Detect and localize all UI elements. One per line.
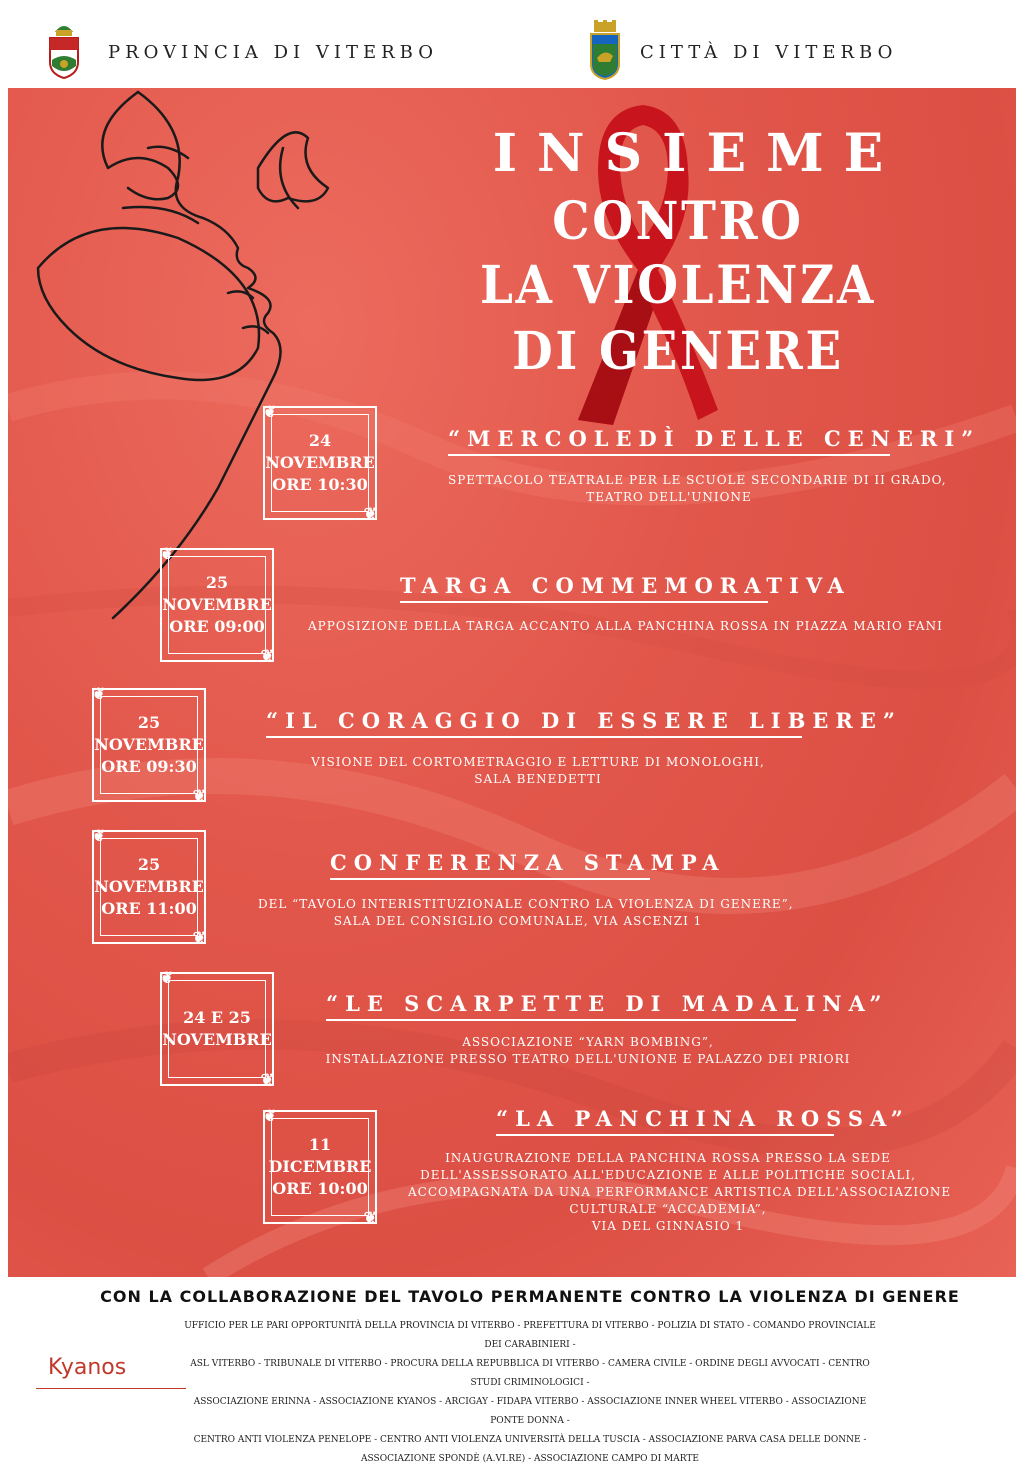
footer — [0, 1277, 1024, 1464]
event-1-date-line: NOVEMBRE — [265, 453, 375, 472]
event-2-date-line: ORE 09:00 — [169, 617, 265, 636]
event-2-title: TARGA COMMEMORATIVA — [400, 573, 768, 603]
ornament-icon: ❦ — [160, 544, 174, 563]
event-4-desc-line: DEL “TAVOLO INTERISTITUZIONALE CONTRO LA VIOLENZA DI GENERE”, — [258, 897, 794, 911]
event-6-date-box — [263, 1106, 377, 1227]
event-5-date-box — [160, 968, 274, 1089]
kyanos-logo-subtext-icon — [36, 1385, 186, 1394]
title-line-2: CONTRO — [552, 191, 804, 252]
event-5-date-line: 24 E 25 — [183, 1008, 251, 1027]
event-6-desc-line: VIA DEL GINNASIO 1 — [591, 1219, 745, 1233]
event-3-date-box — [92, 684, 206, 805]
event-2-desc-line: APPOSIZIONE DELLA TARGA ACCANTO ALLA PANCHINA ROSSA IN PIAZZA MARIO FANI — [308, 619, 943, 633]
event-3-desc-line: SALA BENEDETTI — [474, 772, 602, 786]
event-5-title: “LE SCARPETTE DI MADALINA” — [326, 991, 796, 1021]
event-6-date-line: 11 — [308, 1135, 332, 1154]
ornament-icon: ❦ — [192, 928, 206, 947]
face-line-art-icon — [28, 88, 358, 628]
event-4-title: CONFERENZA STAMPA — [330, 850, 650, 880]
ornament-icon: ❦ — [363, 1208, 377, 1227]
event-3-desc-line: VISIONE DEL CORTOMETRAGGIO E LETTURE DI MONOLOGHI, — [311, 755, 765, 769]
ornament-icon: ❦ — [92, 684, 106, 703]
title-line-3: LA VIOLENZA — [479, 255, 876, 316]
event-5-desc-line: INSTALLAZIONE PRESSO TEATRO DELL'UNIONE E PALAZZO DEI PRIORI — [325, 1052, 851, 1066]
ornament-icon: ❦ — [260, 1070, 274, 1089]
ornament-icon: ❦ — [160, 968, 174, 987]
event-4-desc — [258, 896, 794, 930]
title-line-4: DI GENERE — [512, 321, 844, 382]
partners-line: CENTRO ANTI VIOLENZA PENELOPE - CENTRO ANTI VIOLENZA UNIVERSITÀ DELLA TUSCIA - ASSOCIAZIONE PARVA CASA DELLE DONNE - — [193, 1435, 867, 1445]
event-6-date-line: DICEMBRE — [268, 1157, 372, 1176]
title-line-1: INSIEME — [492, 123, 904, 184]
event-2-date-line: 25 — [205, 573, 229, 592]
ornament-icon: ❦ — [263, 402, 277, 421]
ornament-icon: ❦ — [260, 646, 274, 665]
event-4-date-line: ORE 11:00 — [101, 899, 197, 918]
provincia-label: PROVINCIA DI VITERBO — [108, 42, 438, 63]
event-4-desc-line: SALA DEL CONSIGLIO COMUNALE, VIA ASCENZI 1 — [333, 914, 703, 928]
event-4-date-box — [92, 826, 206, 947]
event-3-title: “IL CORAGGIO DI ESSERE LIBERE” — [266, 708, 802, 738]
event-5-date-line: NOVEMBRE — [162, 1030, 272, 1049]
event-4-date-line: NOVEMBRE — [94, 877, 204, 896]
event-3-date-line: ORE 09:30 — [101, 757, 197, 776]
event-3-date-line: NOVEMBRE — [94, 735, 204, 754]
citta-label: CITTÀ DI VITERBO — [640, 42, 898, 63]
partners-line: UFFICIO PER LE PARI OPPORTUNITÀ DELLA PROVINCIA DI VITERBO - PREFETTURA DI VITERBO - POLIZIA DI STATO - COMANDO PROVINCIALE DEI CARABINIERI - — [184, 1321, 876, 1350]
event-2-date-line: NOVEMBRE — [162, 595, 272, 614]
provincia-crest-icon — [47, 18, 81, 80]
event-6-desc-line: CULTURALE “ACCADEMIA”, — [569, 1202, 767, 1216]
event-3-desc — [308, 754, 768, 788]
event-1-date-line: 24 — [308, 431, 332, 450]
event-6-title: “LA PANCHINA ROSSA” — [496, 1106, 834, 1136]
event-1-desc-line: SPETTACOLO TEATRALE PER LE SCUOLE SECONDARIE DI II GRADO, — [448, 473, 947, 487]
partners-line: ASL VITERBO - TRIBUNALE DI VITERBO - PROCURA DELLA REPUBBLICA DI VITERBO - CAMERA CIVILE - ORDINE DEGLI AVVOCATI - CENTRO STUDI CRIMINOLOGICI - — [190, 1359, 870, 1388]
event-6-date-line: ORE 10:00 — [272, 1179, 368, 1198]
event-1-title: “MERCOLEDÌ DELLE CENERI” — [448, 426, 890, 456]
event-4-date-line: 25 — [137, 855, 161, 874]
event-1-desc — [448, 472, 947, 506]
ornament-icon: ❦ — [92, 826, 106, 845]
event-5-desc — [308, 1034, 868, 1068]
event-6-desc — [408, 1150, 952, 1235]
ornament-icon: ❦ — [363, 504, 377, 523]
event-2-desc — [308, 618, 943, 635]
event-3-date-line: 25 — [137, 713, 161, 732]
kyanos-logo: Kyanos — [48, 1355, 127, 1380]
partners-line: ASSOCIAZIONE SPONDÈ (A.VI.RE) - ASSOCIAZIONE CAMPO DI MARTE — [361, 1454, 699, 1464]
event-5-desc-line: ASSOCIAZIONE “YARN BOMBING”, — [462, 1035, 714, 1049]
event-2-date-box — [160, 544, 274, 665]
ornament-icon: ❦ — [263, 1106, 277, 1125]
event-6-desc-line: DELL'ASSESSORATO ALL'EDUCAZIONE E ALLE POLITICHE SOCIALI, — [420, 1168, 916, 1182]
ornament-icon: ❦ — [192, 786, 206, 805]
event-6-desc-line: ACCOMPAGNATA DA UNA PERFORMANCE ARTISTICA DELL'ASSOCIAZIONE — [408, 1185, 952, 1199]
header-bar — [0, 0, 1024, 88]
partners-line: ASSOCIAZIONE ERINNA - ASSOCIAZIONE KYANOS - ARCIGAY - FIDAPA VITERBO - ASSOCIAZIONE INNER WHEEL VITERBO - ASSOCIAZIONE PONTE DONNA - — [193, 1397, 867, 1426]
poster — [8, 88, 1016, 1277]
event-1-desc-line: TEATRO DELL'UNIONE — [586, 490, 752, 504]
event-6-desc-line: INAUGURAZIONE DELLA PANCHINA ROSSA PRESSO LA SEDE — [445, 1151, 891, 1165]
collaboration-heading: CON LA COLLABORAZIONE DEL TAVOLO PERMANENTE CONTRO LA VIOLENZA DI GENERE — [100, 1287, 960, 1306]
event-1-date-box — [263, 402, 377, 523]
citta-crest-icon — [588, 18, 622, 80]
event-1-date-line: ORE 10:30 — [272, 475, 368, 494]
partners-list — [180, 1317, 880, 1469]
